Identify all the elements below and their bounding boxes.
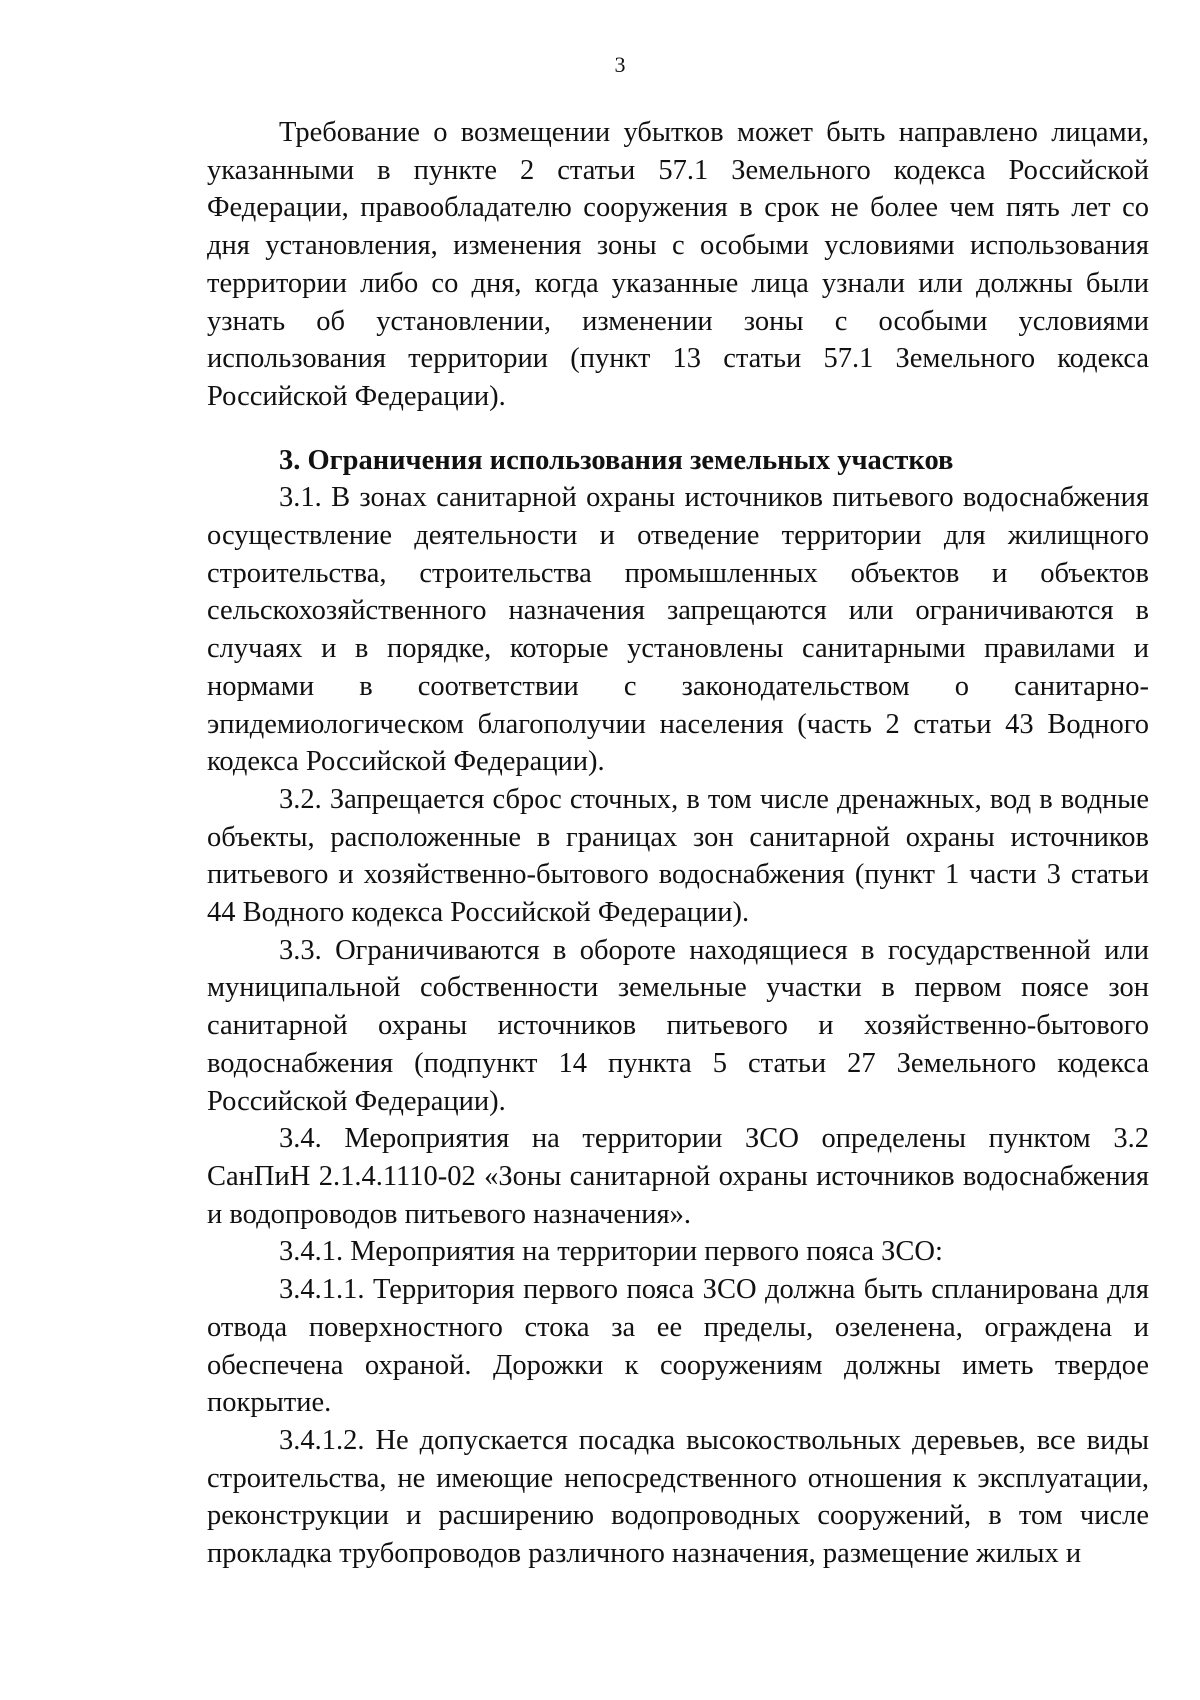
paragraph-3-1: 3.1. В зонах санитарной охраны источников питьевого водоснабжения осуществление деятельности и отведение территории для жилищного строительства, строительства промышленных объектов и объектов сельскохозяйственного назначения запрещаются или ограничиваются в случаях и в порядке, которые установлены санитарными правилами и нормами в соответствии с законодательством о санитарно-эпидемиологическом благополучии населения (часть 2 статьи 43 Водного кодекса Российской Федерации).: [207, 482, 1149, 778]
paragraph-3-4-1-2: 3.4.1.2. Не допускается посадка высокоствольных деревьев, все виды строительства, не имеющие непосредственного отношения к эксплуатации, реконструкции и расширению водопроводных сооружений, в том числе прокладка трубопроводов различного назначения, размещение жилых и: [207, 1424, 1149, 1570]
paragraph-damages-claim: Требование о возмещении убытков может быть направлено лицами, указанными в пункте 2 статьи 57.1 Земельного кодекса Российской Федерации, правообладателю сооружения в срок не более чем пять лет со дня установления, изменения зоны с особыми условиями использования территории либо со дня, когда указанные лица узнали или должны были узнать об установлении, изменении зоны с особыми условиями использования территории (пункт 13 статьи 57.1 Земельного кодекса Российской Федерации).: [207, 117, 1149, 412]
paragraph-3-4: 3.4. Мероприятия на территории ЗСО определены пунктом 3.2 СанПиН 2.1.4.1110-02 «Зоны санитарной охраны источников водоснабжения и водопроводов питьевого назначения».: [207, 1123, 1149, 1230]
paragraph-3-4-1-1: 3.4.1.1. Территория первого пояса ЗСО должна быть спланирована для отвода поверхностного стока за ее пределы, озеленена, ограждена и обеспечена охраной. Дорожки к сооружениям должны иметь твердое покрытие.: [207, 1274, 1149, 1419]
section-heading: 3. Ограничения использования земельных участков: [279, 444, 954, 476]
paragraph-3-2: 3.2. Запрещается сброс сточных, в том числе дренажных, вод в водные объекты, расположенные в границах зон санитарной охраны источников питьевого и хозяйственно-бытового водоснабжения (пункт 1 части 3 статьи 44 Водного кодекса Российской Федерации).: [207, 783, 1149, 929]
page-number: 3: [614, 52, 626, 77]
paragraph-3-4-1: 3.4.1. Мероприятия на территории первого пояса ЗСО:: [279, 1236, 943, 1268]
document-body: [207, 114, 1149, 1573]
paragraph-3-3: 3.3. Ограничиваются в обороте находящиеся в государственной или муниципальной собственности земельные участки в первом поясе зон санитарной охраны источников питьевого и хозяйственно-бытового водоснабжения (подпункт 14 пункта 5 статьи 27 Земельного кодекса Российской Федерации).: [207, 934, 1149, 1117]
